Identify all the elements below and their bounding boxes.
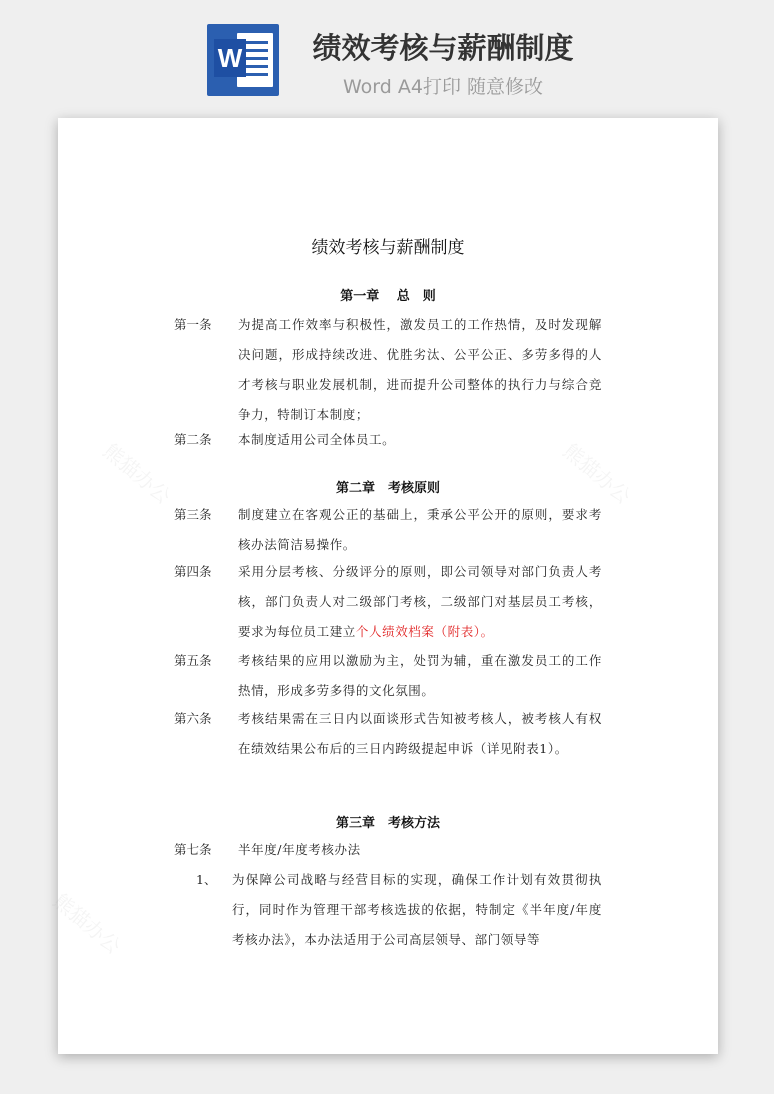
watermark: 熊猫办公 — [98, 438, 176, 509]
chapter-heading: 第三章 考核方法 — [335, 816, 440, 831]
sub-item-text: 为保障公司战略与经营目标的实现，确保工作计划有效贯彻执行，同时作为管理干部考核选拔的依据，特制定《半年度/年度考核办法》，本办法适用于公司高层领导、部门领导等 — [232, 872, 602, 947]
sub-item-label: 1、 — [196, 872, 217, 887]
article-text: 考核结果的应用以激励为主，处罚为辅，重在激发员工的工作热情，形成多劳多得的文化氛围。 — [238, 653, 602, 698]
watermark: 熊猫办公 — [48, 888, 126, 959]
article-text: 制度建立在客观公正的基础上，秉承公平公开的原则，要求考核办法简洁易操作。 — [238, 507, 602, 552]
word-logo-letter: W — [214, 39, 246, 77]
article-label: 第三条 — [174, 507, 212, 522]
article-label: 第一条 — [174, 317, 212, 332]
article-text: 半年度/年度考核办法 — [238, 842, 361, 857]
watermark: 熊猫办公 — [558, 438, 636, 509]
article-text-main: 采用分层考核、分级评分的原则，即公司领导对部门负责人考核，部门负责人对二级部门考核，二级部门对基层员工考核，要求为每位员工建立 — [238, 564, 602, 639]
word-icon — [207, 24, 279, 96]
article-text — [238, 557, 602, 647]
document-title: 绩效考核与薪酬制度 — [311, 238, 465, 258]
article-label: 第四条 — [174, 564, 212, 579]
article-label: 第六条 — [174, 711, 212, 726]
banner — [0, 0, 774, 110]
banner-title: 绩效考核与薪酬制度 — [312, 31, 574, 65]
chapter-heading: 第二章 考核原则 — [335, 481, 440, 496]
highlight-attachment: 个人绩效档案（附表）。 — [355, 624, 494, 639]
chapter-heading: 第一章 总 则 — [340, 289, 436, 304]
document-page — [48, 118, 718, 1054]
article-label: 第七条 — [174, 842, 212, 857]
article-text: 为提高工作效率与积极性，激发员工的工作热情，及时发现解决问题，形成持续改进、优胜劣汰、公平公正、多劳多得的人才考核与职业发展机制，进而提升公司整体的执行力与综合竞争力，特制订本制度； — [238, 317, 602, 422]
article-text: 考核结果需在三日内以面谈形式告知被考核人，被考核人有权在绩效结果公布后的三日内跨级提起申诉（详见附表1）。 — [238, 711, 602, 756]
article-text: 本制度适用公司全体员工。 — [238, 432, 396, 447]
banner-subtitle: Word A4打印 随意修改 — [342, 76, 543, 98]
article-label: 第二条 — [174, 432, 212, 447]
article-label: 第五条 — [174, 653, 212, 668]
